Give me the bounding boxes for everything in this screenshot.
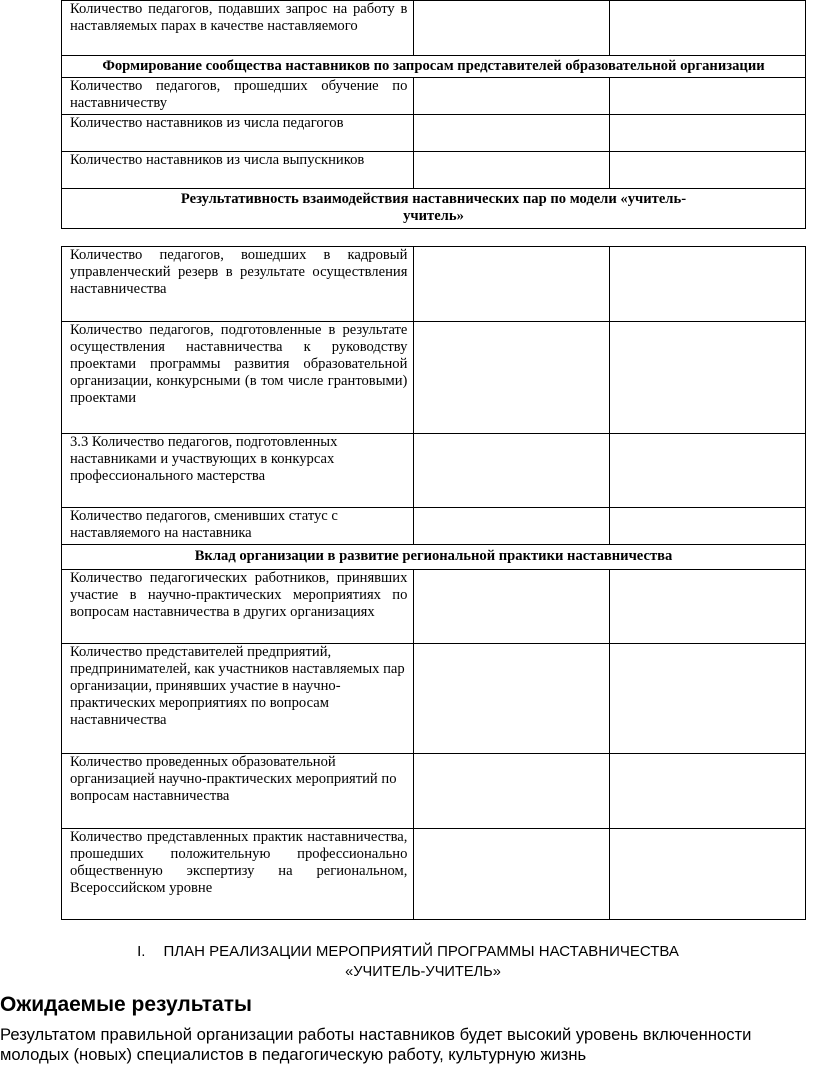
indicator-label: Количество педагогов, прошедших обучение по наставничеству: [62, 78, 414, 115]
table-row: [62, 1, 806, 56]
section-row: [62, 545, 806, 570]
value-cell: [610, 115, 806, 152]
value-cell: [610, 434, 806, 508]
table-row: [62, 434, 806, 508]
table-row: [62, 78, 806, 115]
table-row: [62, 570, 806, 644]
value-cell: [610, 829, 806, 920]
plan-heading-number: I.: [137, 943, 146, 960]
value-cell: [610, 152, 806, 189]
indicator-label: Количество наставников из числа выпускников: [62, 152, 414, 189]
value-cell: [414, 829, 610, 920]
value-cell: [414, 1, 610, 56]
table-row: [62, 152, 806, 189]
indicator-label: Количество педагогов, сменивших статус с наставляемого на наставника: [62, 508, 414, 545]
value-cell: [610, 570, 806, 644]
indicators-table-bottom: [61, 246, 806, 920]
value-cell: [414, 508, 610, 545]
indicator-label: Количество педагогов, подавших запрос на работу в наставляемых парах в качестве наставляемого: [62, 1, 414, 56]
section-heading: Результативность взаимодействия наставнических пар по модели «учитель-учитель»: [62, 189, 806, 229]
indicator-label: Количество проведенных образовательной организацией научно-практических мероприятий по вопросам наставничества: [62, 754, 414, 829]
table-row: [62, 508, 806, 545]
value-cell: [414, 322, 610, 434]
section-heading: Формирование сообщества наставников по запросам представителей образовательной организации: [62, 56, 806, 78]
section-row: [62, 56, 806, 78]
section-row: [62, 189, 806, 229]
table-row: [62, 322, 806, 434]
value-cell: [610, 322, 806, 434]
section-heading: Вклад организации в развитие региональной практики наставничества: [62, 545, 806, 570]
results-heading: Ожидаемые результаты: [0, 993, 252, 1016]
plan-heading-line1: ПЛАН РЕАЛИЗАЦИИ МЕРОПРИЯТИЙ ПРОГРАММЫ НАСТАВНИЧЕСТВА: [163, 943, 679, 960]
indicator-label: Количество представленных практик наставничества, прошедших положительную профессионально общественную экспертизу на региональном, Всероссийском уровне: [62, 829, 414, 920]
table-row: [62, 829, 806, 920]
value-cell: [610, 508, 806, 545]
indicators-table-top: [61, 0, 806, 229]
plan-heading-subtitle: «УЧИТЕЛЬ-УЧИТЕЛЬ»: [345, 964, 501, 980]
value-cell: [610, 78, 806, 115]
value-cell: [610, 247, 806, 322]
indicator-label: Количество педагогов, подготовленные в результате осуществления наставничества к руководству проектами программы развития образовательной организации, конкурсными (в том числе грантовыми) проектами: [62, 322, 414, 434]
table-row: [62, 115, 806, 152]
value-cell: [414, 78, 610, 115]
value-cell: [414, 115, 610, 152]
value-cell: [610, 1, 806, 56]
results-paragraph: Результатом правильной организации работы наставников будет высокий уровень включенности молодых (новых) специалистов в педагогическую работу, культурную жизнь: [0, 1025, 752, 1064]
plan-heading: [0, 942, 816, 961]
value-cell: [414, 434, 610, 508]
value-cell: [414, 570, 610, 644]
indicator-label: Количество представителей предприятий, предпринимателей, как участников наставляемых пар организации, принявших участие в научно-практических мероприятиях по вопросам наставничества: [62, 644, 414, 754]
value-cell: [414, 152, 610, 189]
indicator-label: 3.3 Количество педагогов, подготовленных наставниками и участвующих в конкурсах профессионального мастерства: [62, 434, 414, 508]
value-cell: [610, 754, 806, 829]
value-cell: [414, 247, 610, 322]
table-row: [62, 247, 806, 322]
value-cell: [610, 644, 806, 754]
table-row: [62, 644, 806, 754]
indicator-label: Количество педагогов, вошедших в кадровый управленческий резерв в результате осуществления наставничества: [62, 247, 414, 322]
table-row: [62, 754, 806, 829]
value-cell: [414, 754, 610, 829]
value-cell: [414, 644, 610, 754]
indicator-label: Количество наставников из числа педагогов: [62, 115, 414, 152]
indicator-label: Количество педагогических работников, принявших участие в научно-практических мероприятиях по вопросам наставничества в других организациях: [62, 570, 414, 644]
